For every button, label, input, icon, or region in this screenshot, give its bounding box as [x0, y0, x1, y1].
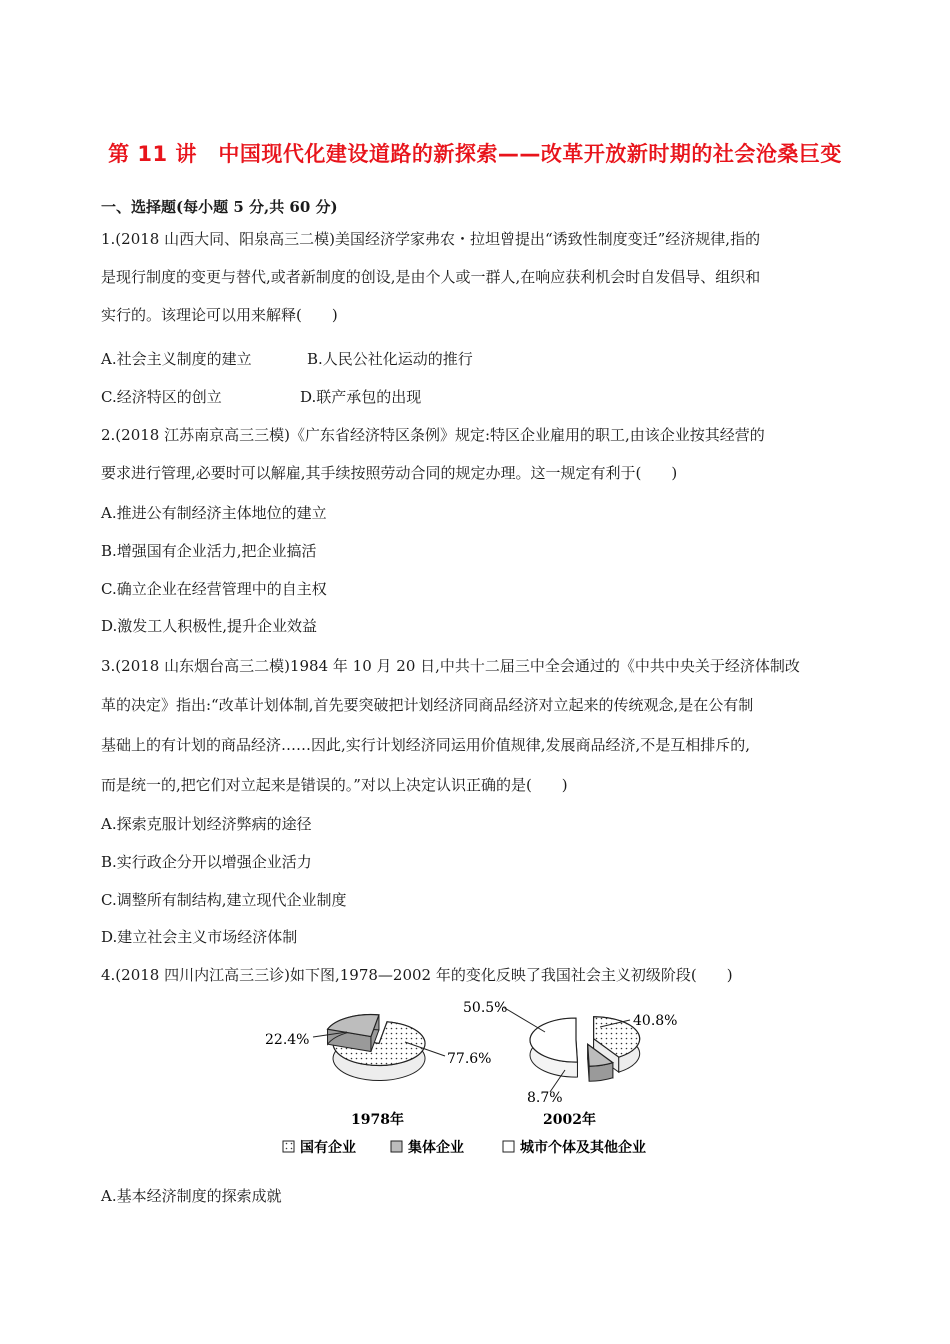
legend-swatch-private [503, 1141, 514, 1152]
section-heading: 一、选择题(每小题 5 分,共 60 分) [101, 198, 338, 216]
q1-option-a[interactable]: A.社会主义制度的建立 [101, 350, 252, 368]
caption-2002: 2002年 [543, 1112, 596, 1128]
pie-1978 [328, 1015, 425, 1081]
q3-stem-line-2: 革的决定》指出:“改革计划体制,首先要突破把计划经济同商品经济对立起来的传统观念,是在公有制 [101, 696, 754, 714]
q4-option-a[interactable]: A.基本经济制度的探索成就 [101, 1187, 282, 1205]
q1-stem-line-3: 实行的。该理论可以用来解释( ) [101, 306, 338, 324]
q3-stem-line-4: 而是统一的,把它们对立起来是错误的。”对以上决定认识正确的是( ) [101, 776, 568, 794]
q2-stem-line-1: 2.(2018 江苏南京高三三模)《广东省经济特区条例》规定:特区企业雇用的职工,由该企业按其经营的 [101, 426, 765, 444]
label-2002-collective: 8.7% [527, 1090, 563, 1106]
q2-stem-line-2: 要求进行管理,必要时可以解雇,其手续按照劳动合同的规定办理。这一规定有利于( ) [101, 464, 678, 482]
q3-option-d[interactable]: D.建立社会主义市场经济体制 [101, 928, 298, 946]
legend-label-private: 城市个体及其他企业 [520, 1140, 646, 1156]
q1-option-c[interactable]: C.经济特区的创立 [101, 388, 222, 406]
pie-slice-1978-collective [328, 1015, 379, 1052]
pie-chart-figure [255, 992, 695, 1162]
q3-option-b[interactable]: B.实行政企分开以增强企业活力 [101, 853, 312, 871]
q3-option-c[interactable]: C.调整所有制结构,建立现代企业制度 [101, 891, 347, 909]
page-title: 第 11 讲 中国现代化建设道路的新探索——改革开放新时期的社会沧桑巨变 [108, 142, 842, 166]
pie-2002 [530, 1017, 640, 1082]
q2-option-d[interactable]: D.激发工人积极性,提升企业效益 [101, 617, 318, 635]
q2-option-b[interactable]: B.增强国有企业活力,把企业搞活 [101, 542, 317, 560]
label-1978-state: 77.6% [447, 1051, 492, 1067]
legend-swatch-state [283, 1141, 294, 1152]
q2-option-a[interactable]: A.推进公有制经济主体地位的建立 [101, 504, 327, 522]
label-2002-private: 50.5% [463, 1000, 508, 1016]
q1-stem-line-2: 是现行制度的变更与替代,或者新制度的创设,是由个人或一群人,在响应获利机会时自发倡导、组织和 [101, 268, 761, 286]
q3-stem-line-1: 3.(2018 山东烟台高三二模)1984 年 10 月 20 日,中共十二届三中全会通过的《中共中央关于经济体制改 [101, 657, 800, 675]
q1-stem-line-1: 1.(2018 山西大同、阳泉高三二模)美国经济学家弗农・拉坦曾提出“诱致性制度变迁”经济规律,指的 [101, 230, 761, 248]
q4-stem-line-1: 4.(2018 四川内江高三三诊)如下图,1978—2002 年的变化反映了我国社会主义初级阶段( ) [101, 966, 733, 984]
legend-label-collective: 集体企业 [408, 1140, 464, 1156]
q1-option-b[interactable]: B.人民公社化运动的推行 [307, 350, 473, 368]
leader-line [503, 1007, 545, 1032]
legend-swatch-collective [391, 1141, 402, 1152]
caption-1978: 1978年 [351, 1112, 404, 1128]
label-1978-collective: 22.4% [265, 1032, 310, 1048]
legend-label-state: 国有企业 [300, 1140, 356, 1156]
q1-option-d[interactable]: D.联产承包的出现 [300, 388, 422, 406]
q3-stem-line-3: 基础上的有计划的商品经济……因此,实行计划经济同运用价值规律,发展商品经济,不是互相排斥的, [101, 736, 751, 754]
label-2002-state: 40.8% [633, 1013, 678, 1029]
q3-option-a[interactable]: A.探索克服计划经济弊病的途径 [101, 815, 312, 833]
q2-option-c[interactable]: C.确立企业在经营管理中的自主权 [101, 580, 327, 598]
